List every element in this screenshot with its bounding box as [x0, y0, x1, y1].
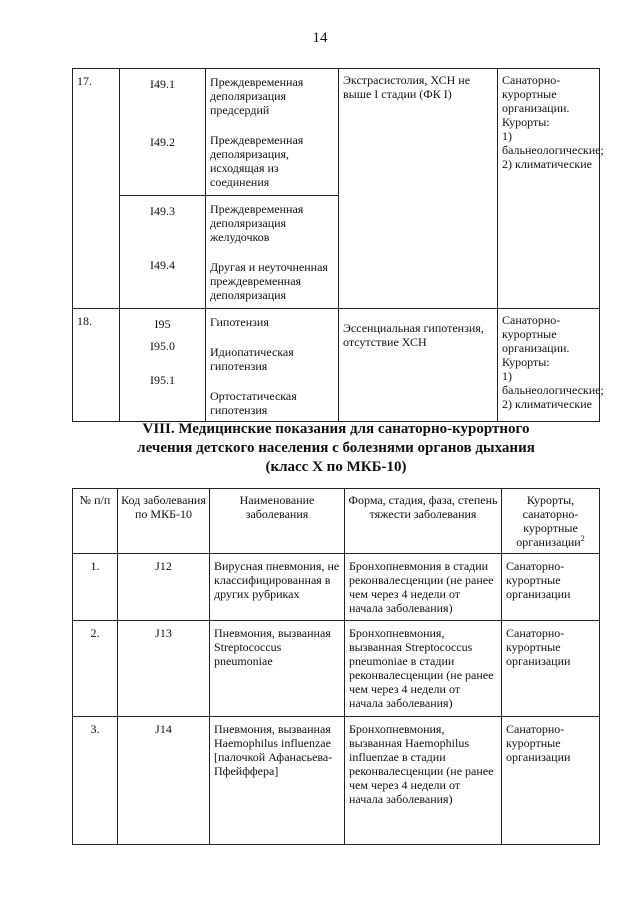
resort-cell — [498, 309, 604, 422]
code-cell — [120, 309, 206, 422]
resort-line: 2) климатические — [502, 397, 592, 411]
disease-name: Идиопатическая гипотензия — [210, 345, 294, 373]
table-header-row — [73, 489, 600, 554]
resort-cell — [498, 69, 604, 309]
respiratory-indications-table — [72, 488, 600, 845]
header-resort — [502, 489, 600, 554]
resort-line: Курорты: — [502, 115, 550, 129]
icd-code: I95.0 — [150, 339, 175, 353]
table-row — [73, 554, 600, 621]
table-row — [73, 309, 600, 422]
row-number: 17. — [73, 69, 120, 309]
table-row — [73, 717, 600, 845]
form-stage-cell: Эссенциальная гипотензия, отсутствие ХСН — [339, 309, 498, 422]
header-name: Наименование заболевания — [210, 489, 345, 554]
row-number: 2. — [73, 621, 118, 717]
disease-name-cell — [206, 196, 339, 309]
header-resort-text: Курорты, санаторно-курортные организации — [516, 493, 581, 549]
resort-line: Санаторно-курортные организации. — [502, 313, 570, 355]
resort: Санаторно-курортные организации — [502, 717, 600, 845]
row-number: 18. — [73, 309, 120, 422]
section-heading — [72, 420, 600, 477]
disease-name: Гипотензия — [210, 315, 269, 329]
section-heading-line: VIII. Медицинские показания для санаторно-курортного — [142, 421, 530, 437]
icd-code: I49.4 — [150, 258, 175, 272]
icd-code: I49.1 — [150, 77, 175, 91]
section-heading-line: (класс X по МКБ-10) — [265, 459, 407, 475]
resort: Санаторно-курортные организации — [502, 554, 600, 621]
resort-line: 1) бальнеологические; — [502, 369, 604, 397]
code-cell — [120, 196, 206, 309]
header-form: Форма, стадия, фаза, степень тяжести заболевания — [345, 489, 502, 554]
icd-code: I95.1 — [150, 373, 175, 387]
table-row — [73, 621, 600, 717]
resort-line: 1) бальнеологические; — [502, 129, 604, 157]
icd-code: I49.2 — [150, 135, 175, 149]
row-number: 1. — [73, 554, 118, 621]
table-row — [73, 69, 600, 196]
disease-name: Пневмония, вызванная Haemophilus influenzae [палочкой Афанасьева-Пфейффера] — [210, 717, 345, 845]
footnote-marker: 2 — [580, 534, 585, 543]
form-stage-cell: Экстрасистолия, ХСН не выше I стадии (ФК I) — [339, 69, 498, 309]
icd-code: I49.3 — [150, 204, 175, 218]
icd-code: J12 — [118, 554, 210, 621]
header-code: Код заболевания по МКБ-10 — [118, 489, 210, 554]
icd-code: J13 — [118, 621, 210, 717]
section-heading-line: лечения детского населения с болезнями органов дыхания — [137, 440, 535, 456]
disease-name: Ортостатическая гипотензия — [210, 389, 297, 417]
header-number: № п/п — [73, 489, 118, 554]
page-number: 14 — [312, 30, 328, 46]
row-number: 3. — [73, 717, 118, 845]
disease-name: Преждевременная деполяризация, исходящая из соединения — [210, 133, 304, 189]
disease-name: Пневмония, вызванная Streptococcus pneumoniae — [210, 621, 345, 717]
disease-name: Преждевременная деполяризация предсердий — [210, 75, 304, 117]
form-stage: Бронхопневмония в стадии реконвалесценции (не ранее чем через 4 недели от начала заболевания) — [345, 554, 502, 621]
resort-line: Санаторно-курортные организации. — [502, 73, 570, 115]
form-stage: Бронхопневмония, вызванная Haemophilus influenzae в стадии реконвалесценции (не ранее чем через 4 недели от начала заболевания) — [345, 717, 502, 845]
resort-line: 2) климатические — [502, 157, 592, 171]
code-cell — [120, 69, 206, 196]
icd-code: I95 — [154, 317, 171, 331]
indications-table-continuation — [72, 68, 604, 422]
resort: Санаторно-курортные организации — [502, 621, 600, 717]
disease-name-cell — [206, 69, 339, 196]
icd-code: J14 — [118, 717, 210, 845]
resort-line: Курорты: — [502, 355, 550, 369]
disease-name: Другая и неуточненная преждевременная деполяризация — [210, 260, 328, 302]
disease-name: Вирусная пневмония, не классифицированная в других рубриках — [210, 554, 345, 621]
disease-name-cell — [206, 309, 339, 422]
disease-name: Преждевременная деполяризация желудочков — [210, 202, 304, 244]
form-stage: Бронхопневмония, вызванная Streptococcus pneumoniae в стадии реконвалесценции (не ранее чем через 4 недели от начала заболевания) — [345, 621, 502, 717]
